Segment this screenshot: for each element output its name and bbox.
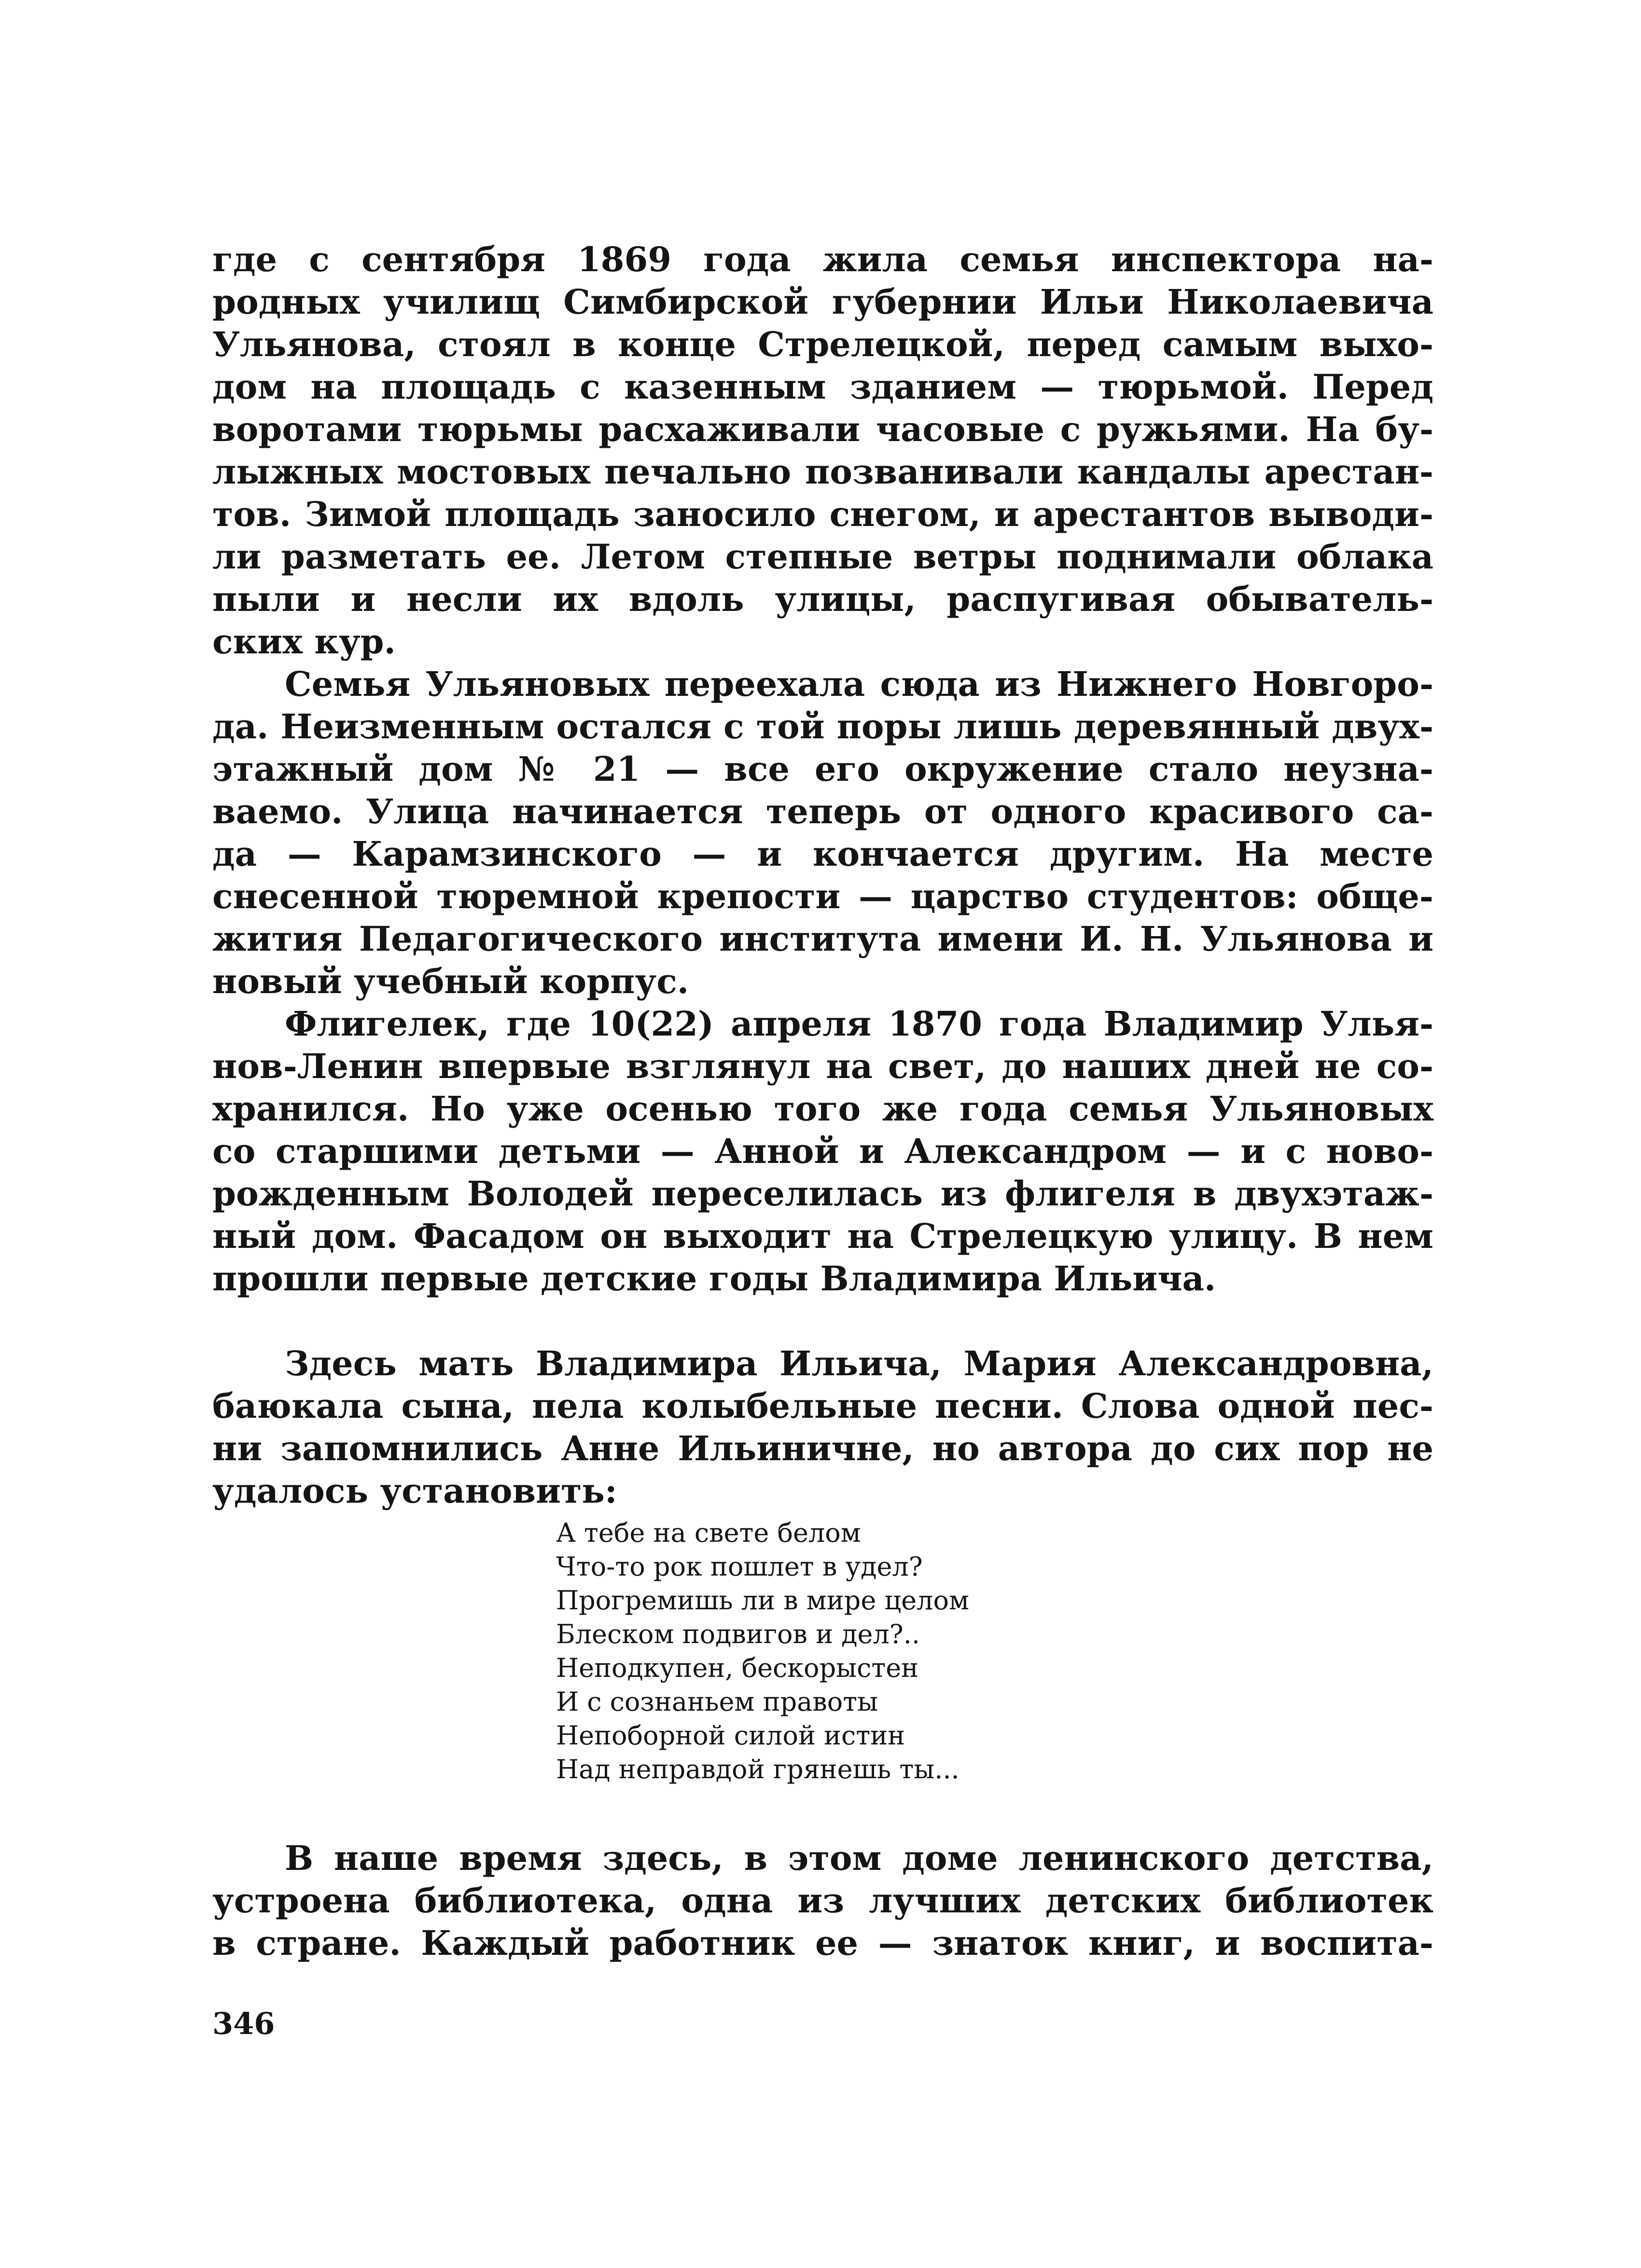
- text-line: этажный дом № 21 — все его окружение стало неузна-: [212, 749, 1433, 789]
- verse-line: Над неправдой грянешь ты...: [556, 1754, 960, 1784]
- text-line: ских кур.: [212, 622, 396, 662]
- paragraph-2: [212, 663, 1433, 1003]
- verse-line: Что-то рок пошлет в удел?: [556, 1551, 923, 1582]
- paragraph-5: [212, 1837, 1433, 1964]
- text-line: ваемо. Улица начинается теперь от одного красивого са-: [212, 791, 1433, 831]
- text-line: воротами тюрьмы расхаживали часовые с ружьями. На бу-: [212, 409, 1433, 449]
- text-line: тов. Зимой площадь заносило снегом, и арестантов выводи-: [212, 494, 1433, 534]
- text-line: где с сентября 1869 года жила семья инспектора на-: [212, 239, 1433, 279]
- verse-line: Блеском подвигов и дел?..: [556, 1619, 920, 1649]
- verse-line: А тебе на свете белом: [556, 1518, 861, 1548]
- text-line: ный дом. Фасадом он выходит на Стрелецкую улицу. В нем: [212, 1216, 1433, 1256]
- paragraph-1: [212, 238, 1433, 663]
- page-number: 346: [212, 2006, 275, 2041]
- text-line: в стране. Каждый работник ее — знаток книг, и воспита-: [212, 1923, 1433, 1963]
- text-line: прошли первые детские годы Владимира Ильича.: [212, 1258, 1216, 1299]
- paragraph-3: [212, 1003, 1433, 1300]
- text-line: да — Карамзинского — и кончается другим. На месте: [212, 834, 1433, 874]
- text-line: устроена библиотека, одна из лучших детских библиотек: [212, 1881, 1433, 1921]
- text-line: жития Педагогического института имени И. Н. Ульянова и: [212, 919, 1433, 959]
- text-line: дом на площадь с казенным зданием — тюрьмой. Перед: [212, 367, 1433, 407]
- text-line: снесенной тюремной крепости — царство студентов: обще-: [212, 876, 1433, 916]
- text-line: родных училищ Симбирской губернии Ильи Николаевича: [212, 282, 1433, 322]
- text-line: хранился. Но уже осенью того же года семья Ульяновых: [212, 1089, 1433, 1129]
- verse-line: И с сознаньем правоты: [556, 1687, 878, 1717]
- text-line: Ульянова, стоял в конце Стрелецкой, перед самым выхо-: [212, 324, 1433, 364]
- text-line: Флигелек, где 10(22) апреля 1870 года Владимир Улья-: [285, 1004, 1433, 1044]
- text-line: Семья Ульяновых переехала сюда из Нижнего Новгоро-: [285, 664, 1433, 704]
- paragraph-4: [212, 1342, 1433, 1512]
- verse-line: Прогремишь ли в мире целом: [556, 1585, 969, 1616]
- text-line: новый учебный корпус.: [212, 961, 689, 1001]
- text-line: В наше время здесь, в этом доме ленинского детства,: [285, 1838, 1433, 1878]
- text-line: удалось установить:: [212, 1471, 617, 1511]
- text-line: ни запомнились Анне Ильиничне, но автора до сих пор не: [212, 1428, 1433, 1468]
- text-line: рожденным Володей переселилась из флигеля в двухэтаж-: [212, 1174, 1433, 1214]
- text-line: нов-Ленин впервые взглянул на свет, до наших дней не со-: [212, 1046, 1433, 1086]
- text-line: ли разметать ее. Летом степные ветры поднимали облака: [212, 537, 1433, 577]
- verse-block: [556, 1516, 1135, 1786]
- text-line: со старшими детьми — Анной и Александром — и с ново-: [212, 1131, 1433, 1171]
- text-line: баюкала сына, пела колыбельные песни. Слова одной пес-: [212, 1386, 1433, 1426]
- text-line: лыжных мостовых печально позванивали кандалы арестан-: [212, 452, 1433, 492]
- text-line: Здесь мать Владимира Ильича, Мария Александровна,: [285, 1343, 1433, 1383]
- verse-line: Непоборной силой истин: [556, 1720, 905, 1751]
- text-line: пыли и несли их вдоль улицы, распугивая обыватель-: [212, 579, 1433, 619]
- verse-line: Неподкупен, бескорыстен: [556, 1653, 919, 1683]
- text-line: да. Неизменным остался с той поры лишь деревянный двух-: [212, 706, 1433, 747]
